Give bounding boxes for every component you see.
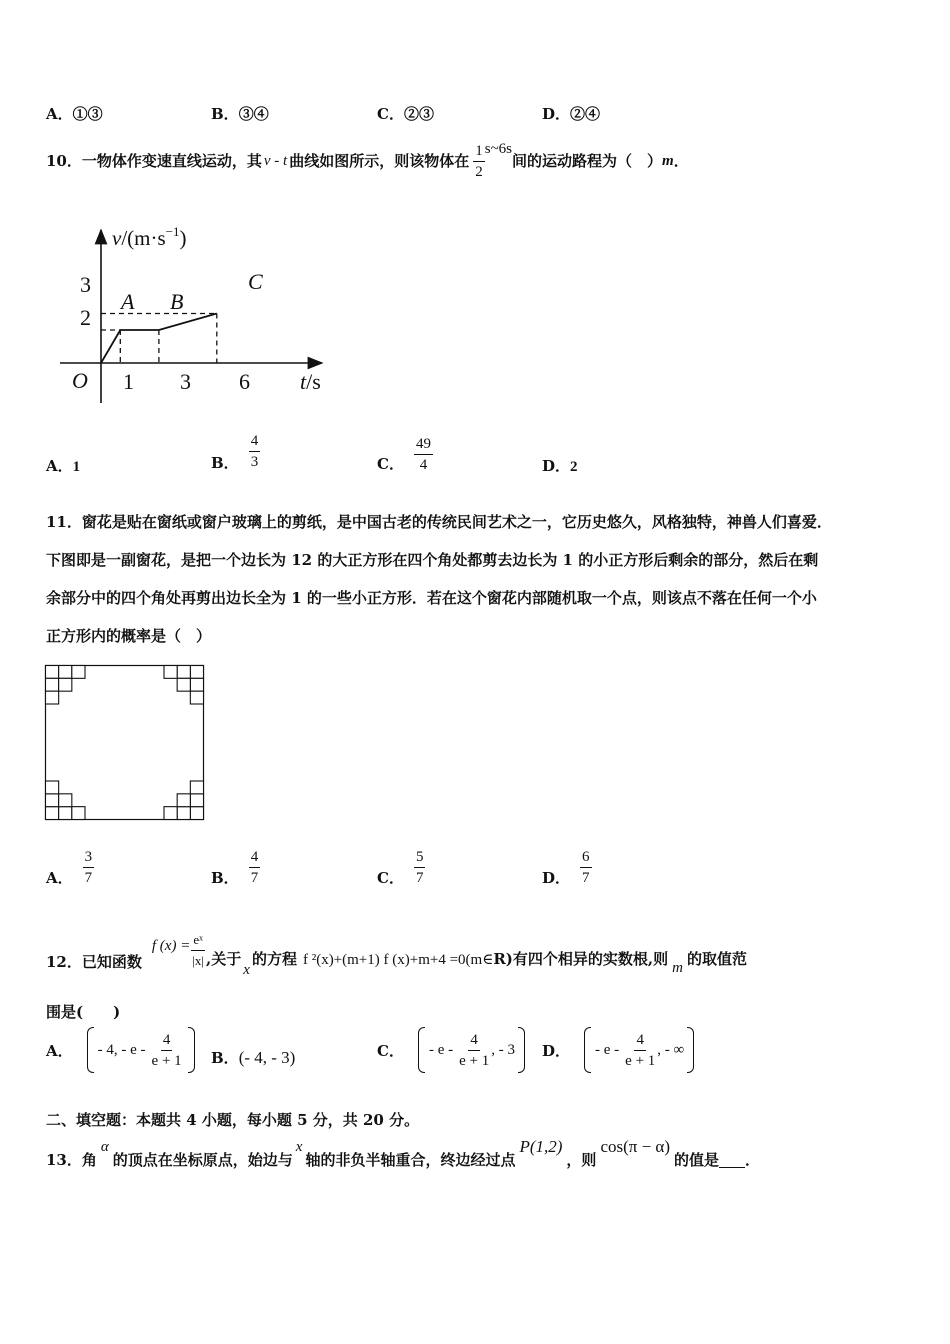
- q10-option-d: D．2: [542, 457, 578, 475]
- window-flower-cell-18: [190, 807, 203, 820]
- window-flower-cell-11: [190, 691, 203, 704]
- window-flower-figure: [44, 664, 208, 824]
- q9-option-c: C．②③: [377, 105, 434, 123]
- graph-origin: O: [72, 368, 88, 393]
- window-flower-cell-4: [59, 678, 72, 691]
- graph-point-c: C: [248, 269, 263, 294]
- q12-option-b: B．(- 4, - 3): [211, 1048, 296, 1067]
- q9-option-b: B．③④: [211, 105, 269, 123]
- window-flower-cell-9: [190, 678, 203, 691]
- q13-answer-blank[interactable]: [719, 1153, 745, 1168]
- window-flower-cell-10: [177, 678, 190, 691]
- q11-option-b: B． $\frac{4}{7}$: [211, 848, 259, 887]
- q12-option-a: A． - 4, - e - $\frac{4}{e + 1}$: [46, 1025, 195, 1075]
- q10-statement: 10． 一物体作变速直线运动，其 v - t 曲线如图所示，则该物体在 $\frac{1}{2}$ s~6s 间的运动路程为（ ） m ．: [46, 141, 689, 180]
- graph-x-tick-3: 3: [180, 369, 191, 394]
- window-flower-cell-19: [177, 807, 190, 820]
- q11-line-3: 余部分中的四个角处再剪出边长全为 1 的一些小正方形．若在这个窗花内部随机取一个点，则该点不落在任何一个小: [46, 589, 817, 607]
- q11-line-1: 11．窗花是贴在窗纸或窗户玻璃上的剪纸，是中国古老的传统民间艺术之一，它历史悠久，风格独特，神兽人们喜爱．: [46, 513, 832, 531]
- q10-option-c: C． $\frac{49}{4}$: [377, 435, 431, 473]
- window-flower-cell-5: [46, 691, 59, 704]
- window-flower-cell-15: [46, 794, 59, 807]
- window-flower-cell-13: [59, 807, 72, 820]
- graph-y-label: $v/(m\cdot s^{-1})$: [112, 224, 187, 250]
- q12-statement: 12．已知函数 f (x) = $\frac{\text{eˣ}}{|x|}$ ,关于 x 的方程 f ²(x)+(m+1) f (x)+m+4 =0(m∈ R)有四个相异的实数根,则 m 的取值范: [46, 931, 747, 978]
- q9-option-a: A．①③: [46, 105, 103, 123]
- q13-statement: 13．角 α 的顶点在坐标原点，始边与 x 轴的非负半轴重合，终边经过点 P(1,2) ，则 cos(π − α) 的值是 ．: [46, 1137, 761, 1169]
- graph-y-tick-2: 2: [80, 305, 91, 330]
- window-flower-cell-23: [190, 781, 203, 794]
- vt-polyline: [101, 314, 217, 364]
- window-flower-cell-17: [46, 781, 59, 794]
- window-flower-cell-8: [164, 666, 177, 679]
- q9-option-d: D．②④: [542, 105, 601, 123]
- window-flower-cell-1: [59, 666, 72, 679]
- graph-x-label: t/s: [300, 369, 321, 394]
- graph-point-b: B: [170, 289, 184, 314]
- graph-x-tick-1: 1: [123, 369, 134, 394]
- q12-option-c: C． - e - $\frac{4}{e + 1}$ , - 3: [377, 1025, 525, 1075]
- q10-frac-half: $\frac{1}{2}$: [475, 142, 483, 180]
- window-flower-cell-12: [46, 807, 59, 820]
- q11-option-c: C． $\frac{5}{7}$: [377, 848, 424, 887]
- window-flower-cell-14: [72, 807, 85, 820]
- q11-option-d: D． $\frac{6}{7}$: [542, 848, 590, 887]
- q12-line-2: 围是( ): [46, 1003, 121, 1021]
- window-flower-cell-16: [59, 794, 72, 807]
- q10-option-a: A．1: [46, 457, 81, 475]
- q11-option-a: A． $\frac{3}{7}$: [46, 848, 93, 887]
- vt-graph: [50, 218, 340, 413]
- window-flower-cell-7: [177, 666, 190, 679]
- window-flower-cell-22: [177, 794, 190, 807]
- q11-line-4: 正方形内的概率是（ ）: [46, 627, 212, 645]
- window-flower-cell-3: [46, 678, 59, 691]
- graph-point-a: A: [121, 289, 135, 314]
- window-flower-cell-0: [46, 666, 59, 679]
- q10-option-b: B． $\frac{4}{3}$: [211, 432, 259, 472]
- q11-line-2: 下图即是一副窗花，是把一个边长为 12 的大正方形在四个角处都剪去边长为 1 的小正方形后剩余的部分，然后在剩: [46, 551, 819, 569]
- window-flower-cell-6: [190, 666, 203, 679]
- graph-x-tick-6: 6: [239, 369, 250, 394]
- window-flower-cell-20: [164, 807, 177, 820]
- section-2-heading: 二、填空题：本题共 4 小题，每小题 5 分，共 20 分。: [46, 1111, 420, 1129]
- q12-option-d: D． - e - $\frac{4}{e + 1}$ , - ∞: [542, 1025, 694, 1075]
- window-flower-cell-2: [72, 666, 85, 679]
- window-flower-cell-21: [190, 794, 203, 807]
- graph-y-tick-3: 3: [80, 272, 91, 297]
